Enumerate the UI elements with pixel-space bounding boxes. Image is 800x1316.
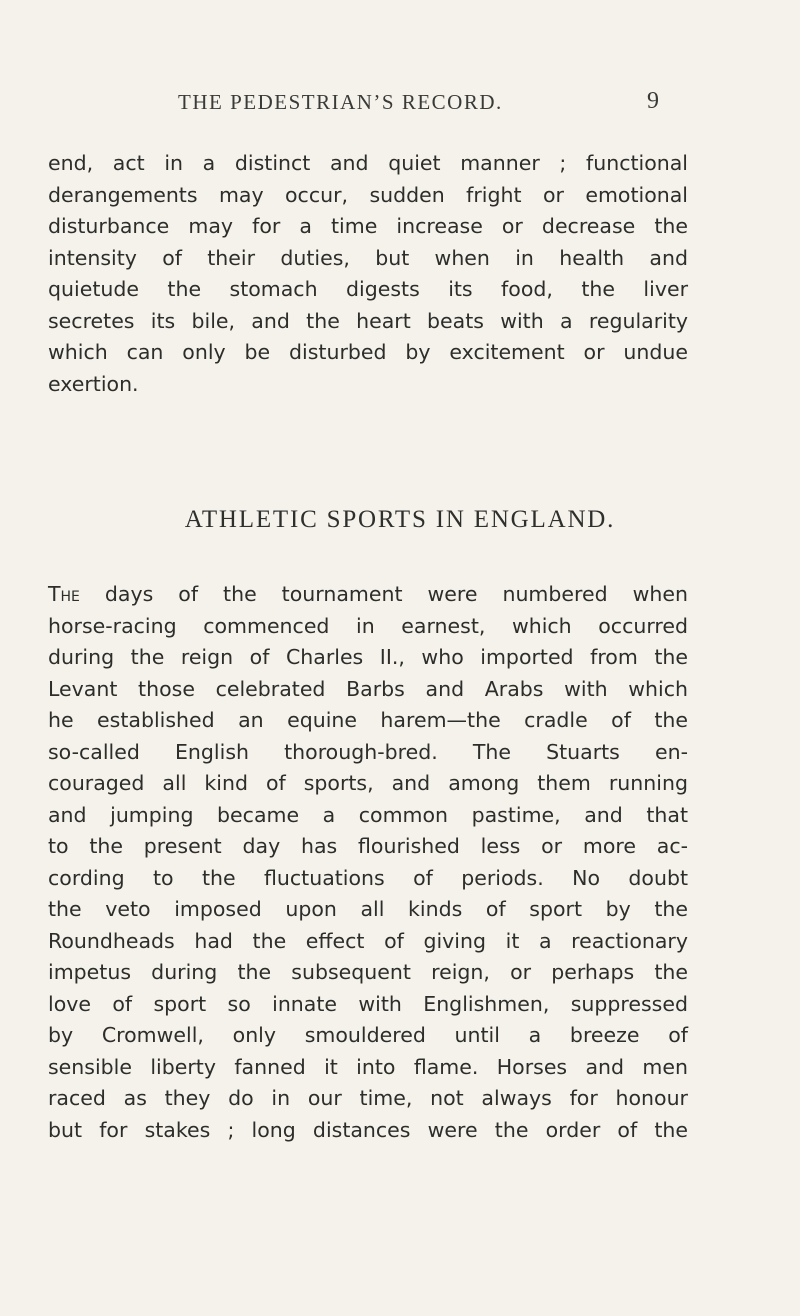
- text-line: but for stakes ; long distances were the order of the: [48, 1117, 688, 1142]
- text-line: impetus during the subsequent reign, or perhaps the: [48, 960, 688, 984]
- text-line: during the reign of Charles II., who imported from the: [48, 645, 688, 669]
- text-line: secretes its bile, and the heart beats with a regularity: [48, 308, 688, 333]
- text-line: horse-racing commenced in earnest, which occurred: [48, 613, 688, 638]
- text-line: raced as they do in our time, not always for honour: [48, 1086, 688, 1110]
- running-head: [0, 90, 800, 120]
- text-line: he established an equine harem—the cradle of the: [48, 708, 688, 732]
- text-line: by Cromwell, only smouldered until a breeze of: [48, 1023, 688, 1047]
- text-line: Roundheads had the effect of giving it a reactionary: [48, 928, 688, 953]
- text-line: love of sport so innate with Englishmen, suppressed: [48, 991, 688, 1016]
- text-line: Levant those celebrated Barbs and Arabs with which: [48, 676, 688, 701]
- text-line: end, act in a distinct and quiet manner ; functional: [48, 151, 688, 175]
- text-line: cording to the fluctuations of periods. No doubt: [48, 865, 688, 890]
- text-line-first: [48, 579, 688, 611]
- text-line: sensible liberty fanned it into flame. Horses and men: [48, 1054, 688, 1079]
- text-line: to the present day has flourished less or more ac-: [48, 834, 688, 858]
- text-line-rest: days of the tournament were numbered when: [79, 582, 688, 606]
- text-line: the veto imposed upon all kinds of sport by the: [48, 897, 688, 921]
- section-heading: ATHLETIC SPORTS IN ENGLAND.: [184, 506, 616, 533]
- drop-word: The: [48, 582, 80, 606]
- running-title: THE PEDESTRIAN’S RECORD.: [178, 90, 503, 114]
- paragraph-continuation: [48, 148, 688, 400]
- text-line: intensity of their duties, but when in health and: [48, 245, 688, 270]
- text-line: which can only be disturbed by excitement or undue: [48, 340, 688, 364]
- text-line: derangements may occur, sudden fright or emotional: [48, 182, 688, 207]
- text-line: quietude the stomach digests its food, the liver: [48, 277, 688, 301]
- text-line: disturbance may for a time increase or decrease the: [48, 214, 688, 238]
- text-line: so-called English thorough-bred. The Stuarts en-: [48, 739, 688, 764]
- text-line: couraged all kind of sports, and among them running: [48, 771, 688, 795]
- text-line: exertion.: [48, 371, 139, 396]
- paragraph-athletic-sports: [48, 579, 688, 1146]
- page-number: 9: [647, 88, 659, 114]
- text-line: and jumping became a common pastime, and that: [48, 802, 688, 827]
